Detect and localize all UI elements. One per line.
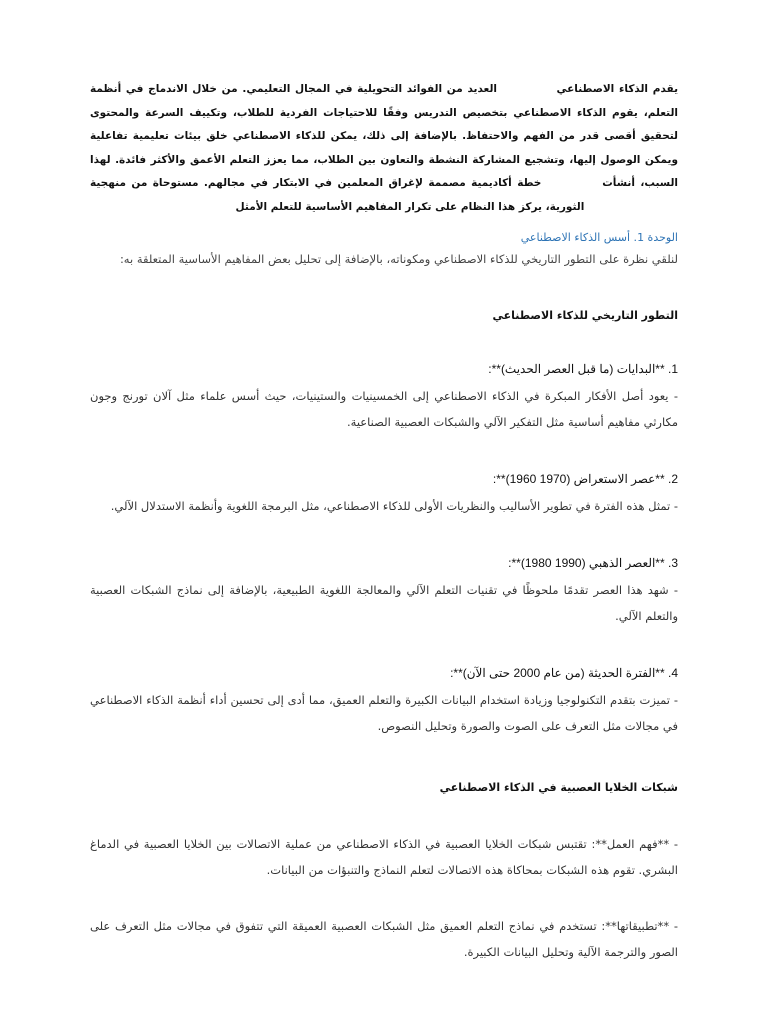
- unit-intro: لنلقي نظرة على التطور التاريخي للذكاء الاصطناعي ومكوناته، بالإضافة إلى تحليل بعض المفاهيم الأساسية المتعلقة به:: [119, 252, 678, 266]
- neural-item-text: - **تطبيقاتها**: تستخدم في نماذج التعلم العميق مثل الشبكات العصبية العميقة التي تتفوق في مجالات مثل التعرف على الصور والترجمة الآلية وتحليل البيانات الكبيرة.: [90, 919, 678, 959]
- era-block: [90, 553, 678, 629]
- era-body: - يعود أصل الأفكار المبكرة في الذكاء الاصطناعي إلى الخمسينيات والستينيات، حيث أسس علماء مثل آلان تورنج وجون مكارثي مفاهيم أساسية مثل التفكير الآلي والشبكات العصبية الصناعية.: [90, 389, 678, 429]
- history-heading: التطور التاريخي للذكاء الاصطناعي: [492, 309, 678, 322]
- intro-part-4: الثورية، يركز هذا النظام على تكرار المفاهيم الأساسية للتعلم الأمثل: [235, 200, 585, 213]
- era-body: - تمثل هذه الفترة في تطوير الأساليب والنظريات الأولى للذكاء الاصطناعي، مثل البرمجة اللغوية وأنظمة الاستدلال الآلي.: [110, 499, 678, 513]
- era-block: [90, 359, 678, 435]
- intro-part-2: العديد من الفوائد التحويلية في المجال التعليمي. من خلال الاندماج في أنظمة التعلم، يقوم الذكاء الاصطناعي بتخصيص التدريس وفقًا للاحتياجات الفردية للطلاب، وتكييف السرعة والمحتوى لتحقيق أقصى قدر من الفهم والاحتفاظ. بالإضافة إلى ذلك، يمكن للذكاء الاصطناعي خلق بيئات تعليمية تفاعلية ويمكن الوصول إليها، وتشجيع المشاركة النشطة والتعاون بين الطلاب، مما يعزز التعلم الأعمق والأكثر فائدة. لهذا السبب، أنشأت: [90, 83, 679, 189]
- era-title: 1. **البدايات (ما قبل العصر الحديث)**:: [488, 362, 678, 376]
- neural-item: [90, 913, 678, 965]
- intro-part-1: يقدم الذكاء الاصطناعي: [556, 83, 679, 95]
- neural-item: [90, 831, 678, 883]
- intro-part-3: خطة أكاديمية مصممة لإغراق المعلمين في الابتكار في مجالهم. مستوحاة من منهجية: [90, 177, 542, 189]
- era-body: - تميزت بتقدم التكنولوجيا وزيادة استخدام البيانات الكبيرة والتعلم العميق، مما أدى إلى تحسين أداء أنظمة الذكاء الاصطناعي في مجالات مثل التعرف على الصوت والصورة وتحليل النصوص.: [90, 693, 678, 733]
- era-title: 2. **عصر الاستعراض (1970 1960)**:: [492, 472, 678, 486]
- era-block: [90, 663, 678, 739]
- unit-title: الوحدة 1. أسس الذكاء الاصطناعي: [520, 231, 678, 244]
- intro-paragraph: [90, 78, 678, 219]
- neural-item-text: - **فهم العمل**: تقتبس شبكات الخلايا العصبية في الذكاء الاصطناعي من عملية الاتصالات بين الخلايا العصبية في الدماغ البشري. تقوم هذه الشبكات بمحاكاة هذه الاتصالات لتعلم النماذج والتنبؤات من البيانات.: [90, 837, 678, 877]
- era-title: 3. **العصر الذهبي (1990 1980)**:: [508, 556, 678, 570]
- era-title: 4. **الفترة الحديثة (من عام 2000 حتى الآن)**:: [450, 666, 678, 680]
- era-block: [90, 469, 678, 519]
- neural-heading: شبكات الخلايا العصبية في الذكاء الاصطناعي: [439, 781, 678, 794]
- era-body: - شهد هذا العصر تقدمًا ملحوظًا في تقنيات التعلم الآلي والمعالجة اللغوية الطبيعية، بالإضافة إلى نماذج الشبكات العصبية والتعلم الآلي.: [90, 583, 678, 623]
